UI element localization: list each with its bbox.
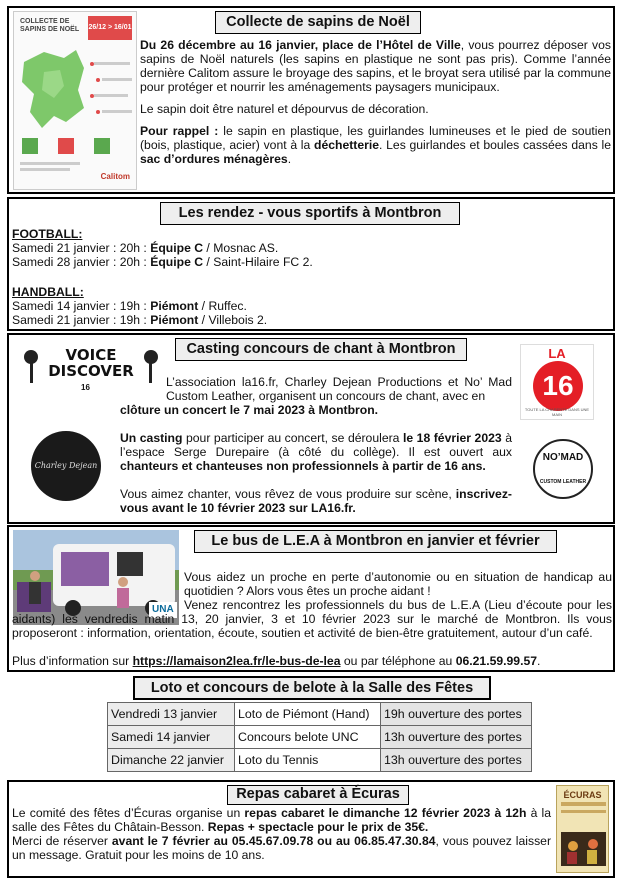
bus-website-link[interactable]: https://lamaison2lea.fr/le-bus-de-lea: [132, 654, 341, 668]
la16-number: 16: [533, 361, 583, 411]
loto-event: Concours belote UNC: [235, 726, 381, 749]
sapins-para-3: Pour rappel : le sapin en plastique, les guirlandes lumineuses et le pied de soutien (bois, plastique, acier) vont à la déchetterie. Les guirlandes et boules cassées dans le sac d’ordures ménagères.: [140, 124, 611, 166]
sapins-title: Collecte de sapins de Noël: [215, 11, 421, 34]
sapins-text: [140, 38, 611, 166]
sapins-poster: [13, 11, 137, 190]
casting-para-1: L’association la16.fr, Charley Dejean Productions et No’ Mad Custom Leather, organisent un concours de chant, avec en clôture un concert le 7 mai 2023 à Montbron.: [120, 375, 512, 417]
nomad-logo-sub: CUSTOM LEATHER: [539, 479, 587, 485]
la16-text: LA: [548, 346, 566, 361]
table-row: [108, 749, 532, 772]
sapins-para-1: Du 26 décembre au 16 janvier, place de l’Hôtel de Ville, vous pourrez déposer vos sapins de Noël naturels (les sapins en plastique ne sont pas pris). Comme l’année dernière Calitom assure le broyage des sapins, et le broyat sera utilisé par la commune pour protéger et nourrir les aménagements paysagers municipaux.: [140, 38, 611, 94]
casting-para-2: Un casting pour participer au concert, se déroulera le 18 février 2023 à l’espace Serge Durepaire (à côté du collège). Il est ouvert aux chanteurs et chanteuses non professionnels à partir de 16 ans.: [120, 431, 512, 473]
bus-phone: 06.21.59.99.57: [455, 654, 538, 668]
ecuras-poster-image: [557, 786, 609, 873]
bus-text-right: [184, 570, 612, 598]
la16-tagline: TOUTE LA CHARENTE DANS UNE MAIN: [524, 407, 590, 417]
nomad-logo-text: NO’MAD: [542, 452, 584, 463]
casting-para-3: Vous aimez chanter, vous rêvez de vous produire sur scène, inscrivez-vous avant le 10 février 2023 sur LA16.fr.: [120, 487, 512, 515]
handball-label: HANDBALL:: [12, 285, 84, 299]
handball-match: Samedi 14 janvier : 19h : Piémont / Ruffec.: [12, 299, 247, 313]
loto-event: Loto du Tennis: [235, 749, 381, 772]
loto-time: 13h ouverture des portes: [381, 726, 532, 749]
nomad-logo: [533, 439, 593, 499]
football-label: FOOTBALL:: [12, 227, 83, 241]
sport-section: [7, 197, 615, 331]
ecuras-poster: [556, 785, 609, 873]
bus-para-2: Venez rencontrez les professionnels du bus de L.E.A (Lieu d’écoute pour les aidants) les vendredis matin 13, 20 janvier, 3 et 10 février 2023 sur le marché de Montbron. Ils vous proposeront : information, orientation, écoute, soutien et activité de bien-être gratuitement, autour d’un café.: [12, 598, 612, 640]
repas-para-2: Merci de réserver avant le 7 février au 05.45.67.09.78 ou au 06.85.47.30.84, vous pouvez laisser un message. Gratuit pour les moins de 10 ans.: [12, 834, 552, 862]
bus-section: [7, 525, 615, 672]
casting-section: [7, 333, 615, 524]
la16-logo: [520, 344, 594, 420]
loto-date: Samedi 14 janvier: [108, 726, 235, 749]
handball-match: Samedi 21 janvier : 19h : Piémont / Villebois 2.: [12, 313, 268, 327]
charley-dejean-logo: [31, 431, 101, 501]
bus-text-full: [12, 598, 612, 640]
loto-table: [107, 702, 532, 772]
sport-title: Les rendez - vous sportifs à Montbron: [160, 202, 460, 225]
charley-logo-text: Charley Dejean: [34, 461, 98, 470]
football-match: Samedi 28 janvier : 20h : Équipe C / Saint-Hilaire FC 2.: [12, 255, 313, 269]
repas-section: [7, 780, 615, 878]
bus-contact: Plus d’information sur https://lamaison2lea.fr/le-bus-de-lea ou par téléphone au 06.21.59.99.57.: [12, 654, 541, 668]
loto-date: Dimanche 22 janvier: [108, 749, 235, 772]
loto-title: Loto et concours de belote à la Salle des Fêtes: [133, 676, 491, 700]
football-match: Samedi 21 janvier : 20h : Équipe C / Mosnac AS.: [12, 241, 279, 255]
voice-logo-text: VOICE DISCOVER: [48, 346, 134, 380]
repas-para-1: Le comité des fêtes d’Écuras organise un repas cabaret le dimanche 12 février 2023 à 12h à la salle des Fêtes du Châtain-Besson. Repas + spectacle pour le prix de 35€.: [12, 806, 552, 834]
sapins-section: [7, 6, 615, 194]
sport-list: [12, 227, 610, 327]
sapins-para-2: Le sapin doit être naturel et dépourvus de décoration.: [140, 102, 429, 116]
poster-dates: 26/12 > 16/01: [88, 24, 132, 31]
bus-title: Le bus de L.E.A à Montbron en janvier et février: [194, 530, 557, 553]
loto-event: Loto de Piémont (Hand): [235, 703, 381, 726]
repas-title: Repas cabaret à Écuras: [227, 785, 409, 805]
una-logo: UNA: [149, 602, 177, 618]
casting-text: [120, 375, 512, 515]
poster-title: COLLECTE DE SAPINS DE NOËL: [20, 18, 80, 33]
loto-time: 13h ouverture des portes: [381, 749, 532, 772]
repas-text: [12, 806, 551, 862]
bus-para-1: Vous aidez un proche en perte d’autonomie ou en situation de handicap au quotidien ? Alors vous êtes un proche aidant !: [184, 570, 612, 598]
ecuras-poster-title: ÉCURAS: [563, 790, 602, 800]
table-row: [108, 703, 532, 726]
table-row: [108, 726, 532, 749]
microphone-left-icon: [21, 347, 45, 387]
casting-title: Casting concours de chant à Montbron: [175, 338, 467, 361]
loto-time: 19h ouverture des portes: [381, 703, 532, 726]
voice-logo-number: 16: [81, 383, 90, 392]
poster-brand: Calitom: [100, 172, 130, 181]
poster-map-icon: [14, 12, 137, 190]
loto-date: Vendredi 13 janvier: [108, 703, 235, 726]
